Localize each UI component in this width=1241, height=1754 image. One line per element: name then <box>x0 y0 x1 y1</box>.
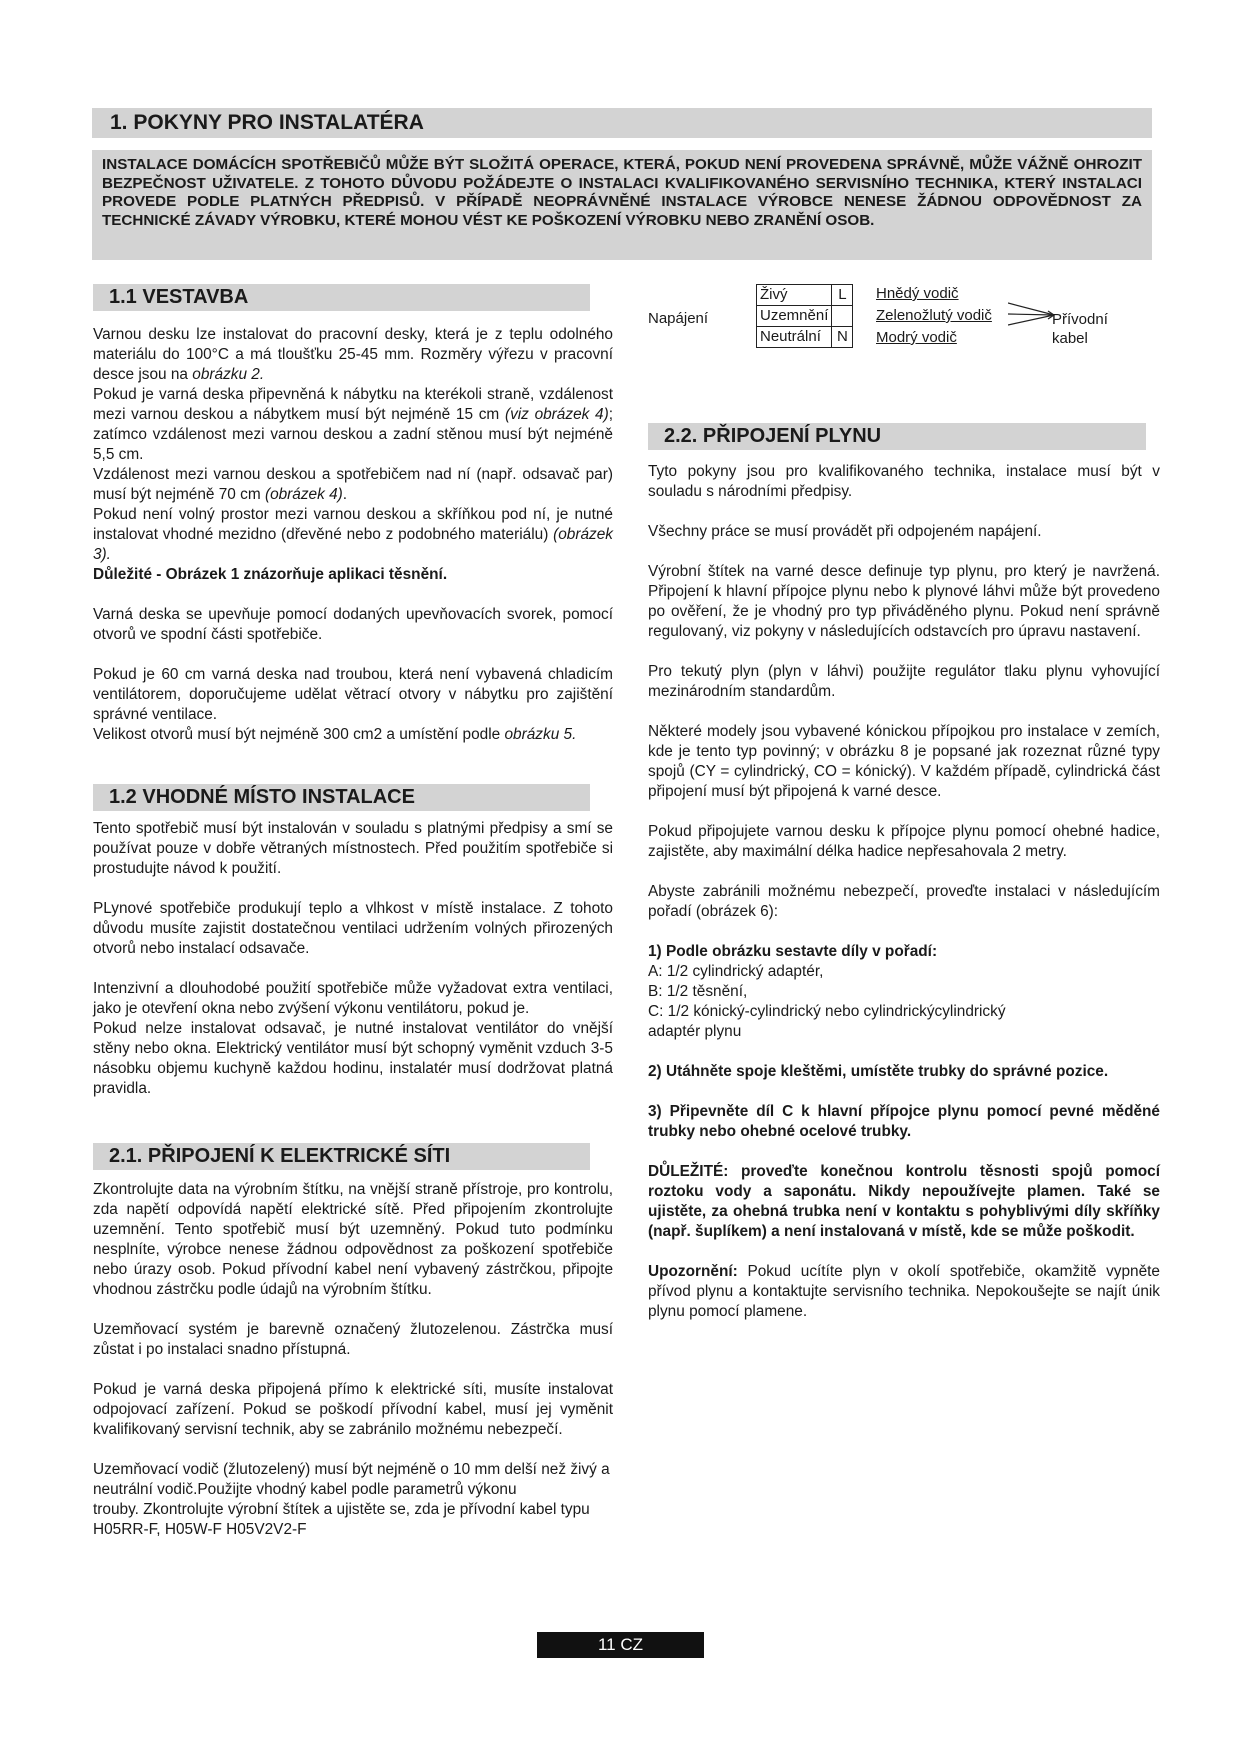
paragraph: Pokud je varná deska připevněná k nábytku na kterékoli straně, vzdálenost mezi varnou deskou a nábytkem musí být nejméně 15 cm (viz obrázek 4); zatímco vzdálenost mezi varnou deskou a zadní stěnou musí být nejméně 5,5 cm. <box>93 386 613 463</box>
paragraph: Tyto pokyny jsou pro kvalifikovaného technika, instalace musí být v souladu s národními předpisy. <box>648 463 1160 500</box>
wire-code: N <box>832 327 853 348</box>
paragraph: Pokud je 60 cm varná deska nad troubou, která není vybavená chladicím ventilátorem, doporučujeme udělat větrací otvory v nábytku pro zajištění správné ventilace. <box>93 666 613 723</box>
wire-colour-labels <box>876 284 992 350</box>
cable-label-line: Přívodní <box>1052 311 1108 328</box>
paragraph: Uzemňovací systém je barevně označený žlutozelenou. Zástrčka musí zůstat i po instalaci snadno přístupná. <box>93 1321 613 1358</box>
warning-note: Upozornění: Pokud ucítíte plyn v okolí spotřebiče, okamžitě vypněte přívod plynu a kontaktujte servisního technika. Nepokoušejte se najít únik plynu pomocí plamene. <box>648 1263 1160 1320</box>
wire-converge-arrows <box>1008 284 1058 354</box>
paragraph: PLynové spotřebiče produkují teplo a vlhkost v místě instalace. Z tohoto důvodu musíte zajistit dostatečnou ventilaci udržením volných přirozených otvorů nebo instalací odsavače. <box>93 900 613 957</box>
wiring-table <box>756 284 853 348</box>
page-number: 11 CZ <box>537 1632 704 1658</box>
paragraph: Výrobní štítek na varné desce definuje typ plynu, pro který je navržená. Připojení k hlavní přípojce plynu nebo k plynové láhvi může být provedeno po ověření, že je vhodný pro typ přiváděného plynu. Pokud není správně regulovaný, viz pokyny v následujících odstavcích pro úpravu nastavení. <box>648 563 1160 640</box>
wiring-row <box>757 306 853 327</box>
section-heading: 1.1 VESTAVBA <box>93 284 590 311</box>
step-item: C: 1/2 kónický-cylindrický nebo cylindrickýcylindrický <box>648 1003 1006 1020</box>
wiring-diagram <box>648 284 1168 354</box>
paragraph-important: Důležité - Obrázek 1 znázorňuje aplikaci těsnění. <box>93 566 448 583</box>
paragraph: Pokud nelze instalovat odsavač, je nutné instalovat ventilátor do vnější stěny nebo okna. Elektrický ventilátor musí být schopný vyměnit vzduch 3-5 násobku objemu kuchyně každou hodinu, instalatér musí dodržovat platná pravidla. <box>93 1020 613 1097</box>
paragraph: Všechny práce se musí provádět při odpojeném napájení. <box>648 523 1042 540</box>
step-heading: 3) Připevněte díl C k hlavní přípojce plynu pomocí pevné měděné trubky nebo ohebné ocelové trubky. <box>648 1103 1160 1140</box>
paragraph: Uzemňovací vodič (žlutozelený) musí být nejméně o 10 mm delší než živý a neutrální vodič.Použijte vhodný kabel podle parametrů výkonu <box>93 1461 610 1498</box>
step-item: adaptér plynu <box>648 1023 742 1040</box>
wire-code: L <box>832 285 853 306</box>
supply-label: Napájení <box>648 310 709 327</box>
warning-box: INSTALACE DOMÁCÍCH SPOTŘEBIČŮ MŮŽE BÝT SLOŽITÁ OPERACE, KTERÁ, POKUD NENÍ PROVEDENA SPRÁVNĚ, MŮŽE VÁŽNĚ OHROZIT BEZPEČNOST UŽIVATELE. Z TOHOTO DŮVODU POŽÁDEJTE O INSTALACI KVALIFIKOVANÉHO SERVISNÍHO TECHNIKA, KTERÝ INSTALACI PROVEDE PODLE PLATNÝCH PŘEDPISŮ. V PŘÍPADĚ NEOPRÁVNĚNÉ INSTALACE VÝROBCE NENESE ŽÁDNOU ODPOVĚDNOST ZA TECHNICKÉ ZÁVADY VÝROBKU, KTERÉ MOHOU VÉST KE POŠKOZENÍ VÝROBKU NEBO ZRANĚNÍ OSOB. <box>92 150 1152 260</box>
paragraph: Zkontrolujte data na výrobním štítku, na vnější straně přístroje, pro kontrolu, zda napětí odpovídá napětí elektrické sítě. Před připojením zkontrolujte uzemnění. Tento spotřebič musí být uzemněný. Pokud tuto podmínku nesplníte, výrobce nenese žádnou odpovědnost za poškození spotřebiče nebo úrazy osob. Pokud přívodní kabel není vybavený zástrčkou, připojte vhodnou zástrčku podle údajů na výrobním štítku. <box>93 1181 613 1298</box>
wire-name: Neutrální <box>757 327 832 348</box>
paragraph: Pokud je varná deska připojená přímo k elektrické síti, musíte instalovat odpojovací zařízení. Pokud se poškodí přívodní kabel, musí jej vyměnit kvalifikovaný servisní technik, aby se zabránilo možnému nebezpečí. <box>93 1381 613 1438</box>
paragraph: Pro tekutý plyn (plyn v láhvi) použijte regulátor tlaku plynu vyhovující mezinárodním standardům. <box>648 663 1160 700</box>
paragraph: Intenzivní a dlouhodobé použití spotřebiče může vyžadovat extra ventilaci, jako je otevření okna nebo zvýšení výkonu ventilátoru, pokud je. <box>93 980 613 1017</box>
paragraph: Některé modely jsou vybavené kónickou přípojkou pro instalace v zemích, kde je tento typ povinný; v obrázku 8 je popsané jak rozeznat různé typy spojů (CY = cylindrický, CO = kónický). V každém případě, cylindrická část připojení musí být připojená k varné desce. <box>648 723 1160 800</box>
section-heading: 2.2. PŘIPOJENÍ PLYNU <box>648 423 1146 450</box>
step-heading: 2) Utáhněte spoje kleštěmi, umístěte trubky do správné pozice. <box>648 1063 1109 1080</box>
paragraph: Abyste zabránili možnému nebezpečí, proveďte instalaci v následujícím pořadí (obrázek 6): <box>648 883 1160 920</box>
important-note: DŮLEŽITÉ: proveďte konečnou kontrolu těsnosti spojů pomocí roztoku vody a saponátu. Nikdy nepoužívejte plamen. Také se ujistěte, za ohebná trubka není v kontaktu s pohyblivými díly skříňky (např. šuplíkem) a není instalovaná v místě, kde se může poškodit. <box>648 1163 1160 1240</box>
wire-code <box>832 306 853 327</box>
section-2-1 <box>93 1143 613 1540</box>
paragraph: Pokud připojujete varnou desku k přípojce plynu pomocí ohebné hadice, zajistěte, aby maximální délka hadice nepřesahovala 2 metry. <box>648 823 1160 860</box>
wire-name: Uzemnění <box>757 306 832 327</box>
page-title: 1. POKYNY PRO INSTALATÉRA <box>110 111 424 134</box>
paragraph: Vzdálenost mezi varnou deskou a spotřebičem nad ní (např. odsavač par) musí být nejméně 70 cm (obrázek 4). <box>93 466 613 503</box>
paragraph: Tento spotřebič musí být instalován v souladu s platnými předpisy a smí se používat pouze v dobře větraných místnostech. Před použitím spotřebiče si prostudujte návod k použití. <box>93 820 613 877</box>
paragraph: Pokud není volný prostor mezi varnou deskou a skříňkou pod ní, je nutné instalovat vhodné mezidno (dřevěné nebo z podobného materiálu) (obrázek 3). <box>93 506 613 563</box>
section-2-2 <box>648 423 1160 1342</box>
step-item: A: 1/2 cylindrický adaptér, <box>648 963 824 980</box>
wiring-row <box>757 285 853 306</box>
step-heading: 1) Podle obrázku sestavte díly v pořadí: <box>648 943 938 960</box>
wiring-row <box>757 327 853 348</box>
step-item: B: 1/2 těsnění, <box>648 983 748 1000</box>
paragraph: trouby. Zkontrolujte výrobní štítek a ujistěte se, zda je přívodní kabel typu H05RR-F, H05W-F H05V2V2-F <box>93 1501 590 1538</box>
wire-name: Živý <box>757 285 832 306</box>
wire-colour: Modrý vodič <box>876 329 957 346</box>
paragraph: Velikost otvorů musí být nejméně 300 cm2 a umístění podle obrázku 5. <box>93 726 577 743</box>
paragraph: Varná deska se upevňuje pomocí dodaných upevňovacích svorek, pomocí otvorů ve spodní části spotřebiče. <box>93 606 613 643</box>
paragraph: Varnou desku lze instalovat do pracovní desky, která je z teplu odolného materiálu do 100°C a má tloušťku 25-45 mm. Rozměry výřezu v pracovní desce jsou na obrázku 2. <box>93 326 613 383</box>
section-1-2 <box>93 784 613 1119</box>
cable-label-line: kabel <box>1052 330 1088 347</box>
section-heading: 1.2 VHODNÉ MÍSTO INSTALACE <box>93 784 590 811</box>
wire-colour: Zelenožlutý vodič <box>876 307 992 324</box>
section-heading: 2.1. PŘIPOJENÍ K ELEKTRICKÉ SÍTI <box>93 1143 590 1170</box>
main-title-bar <box>92 108 1152 138</box>
wire-colour: Hnědý vodič <box>876 285 959 302</box>
cable-label <box>1052 310 1108 348</box>
section-1-1 <box>93 284 613 765</box>
